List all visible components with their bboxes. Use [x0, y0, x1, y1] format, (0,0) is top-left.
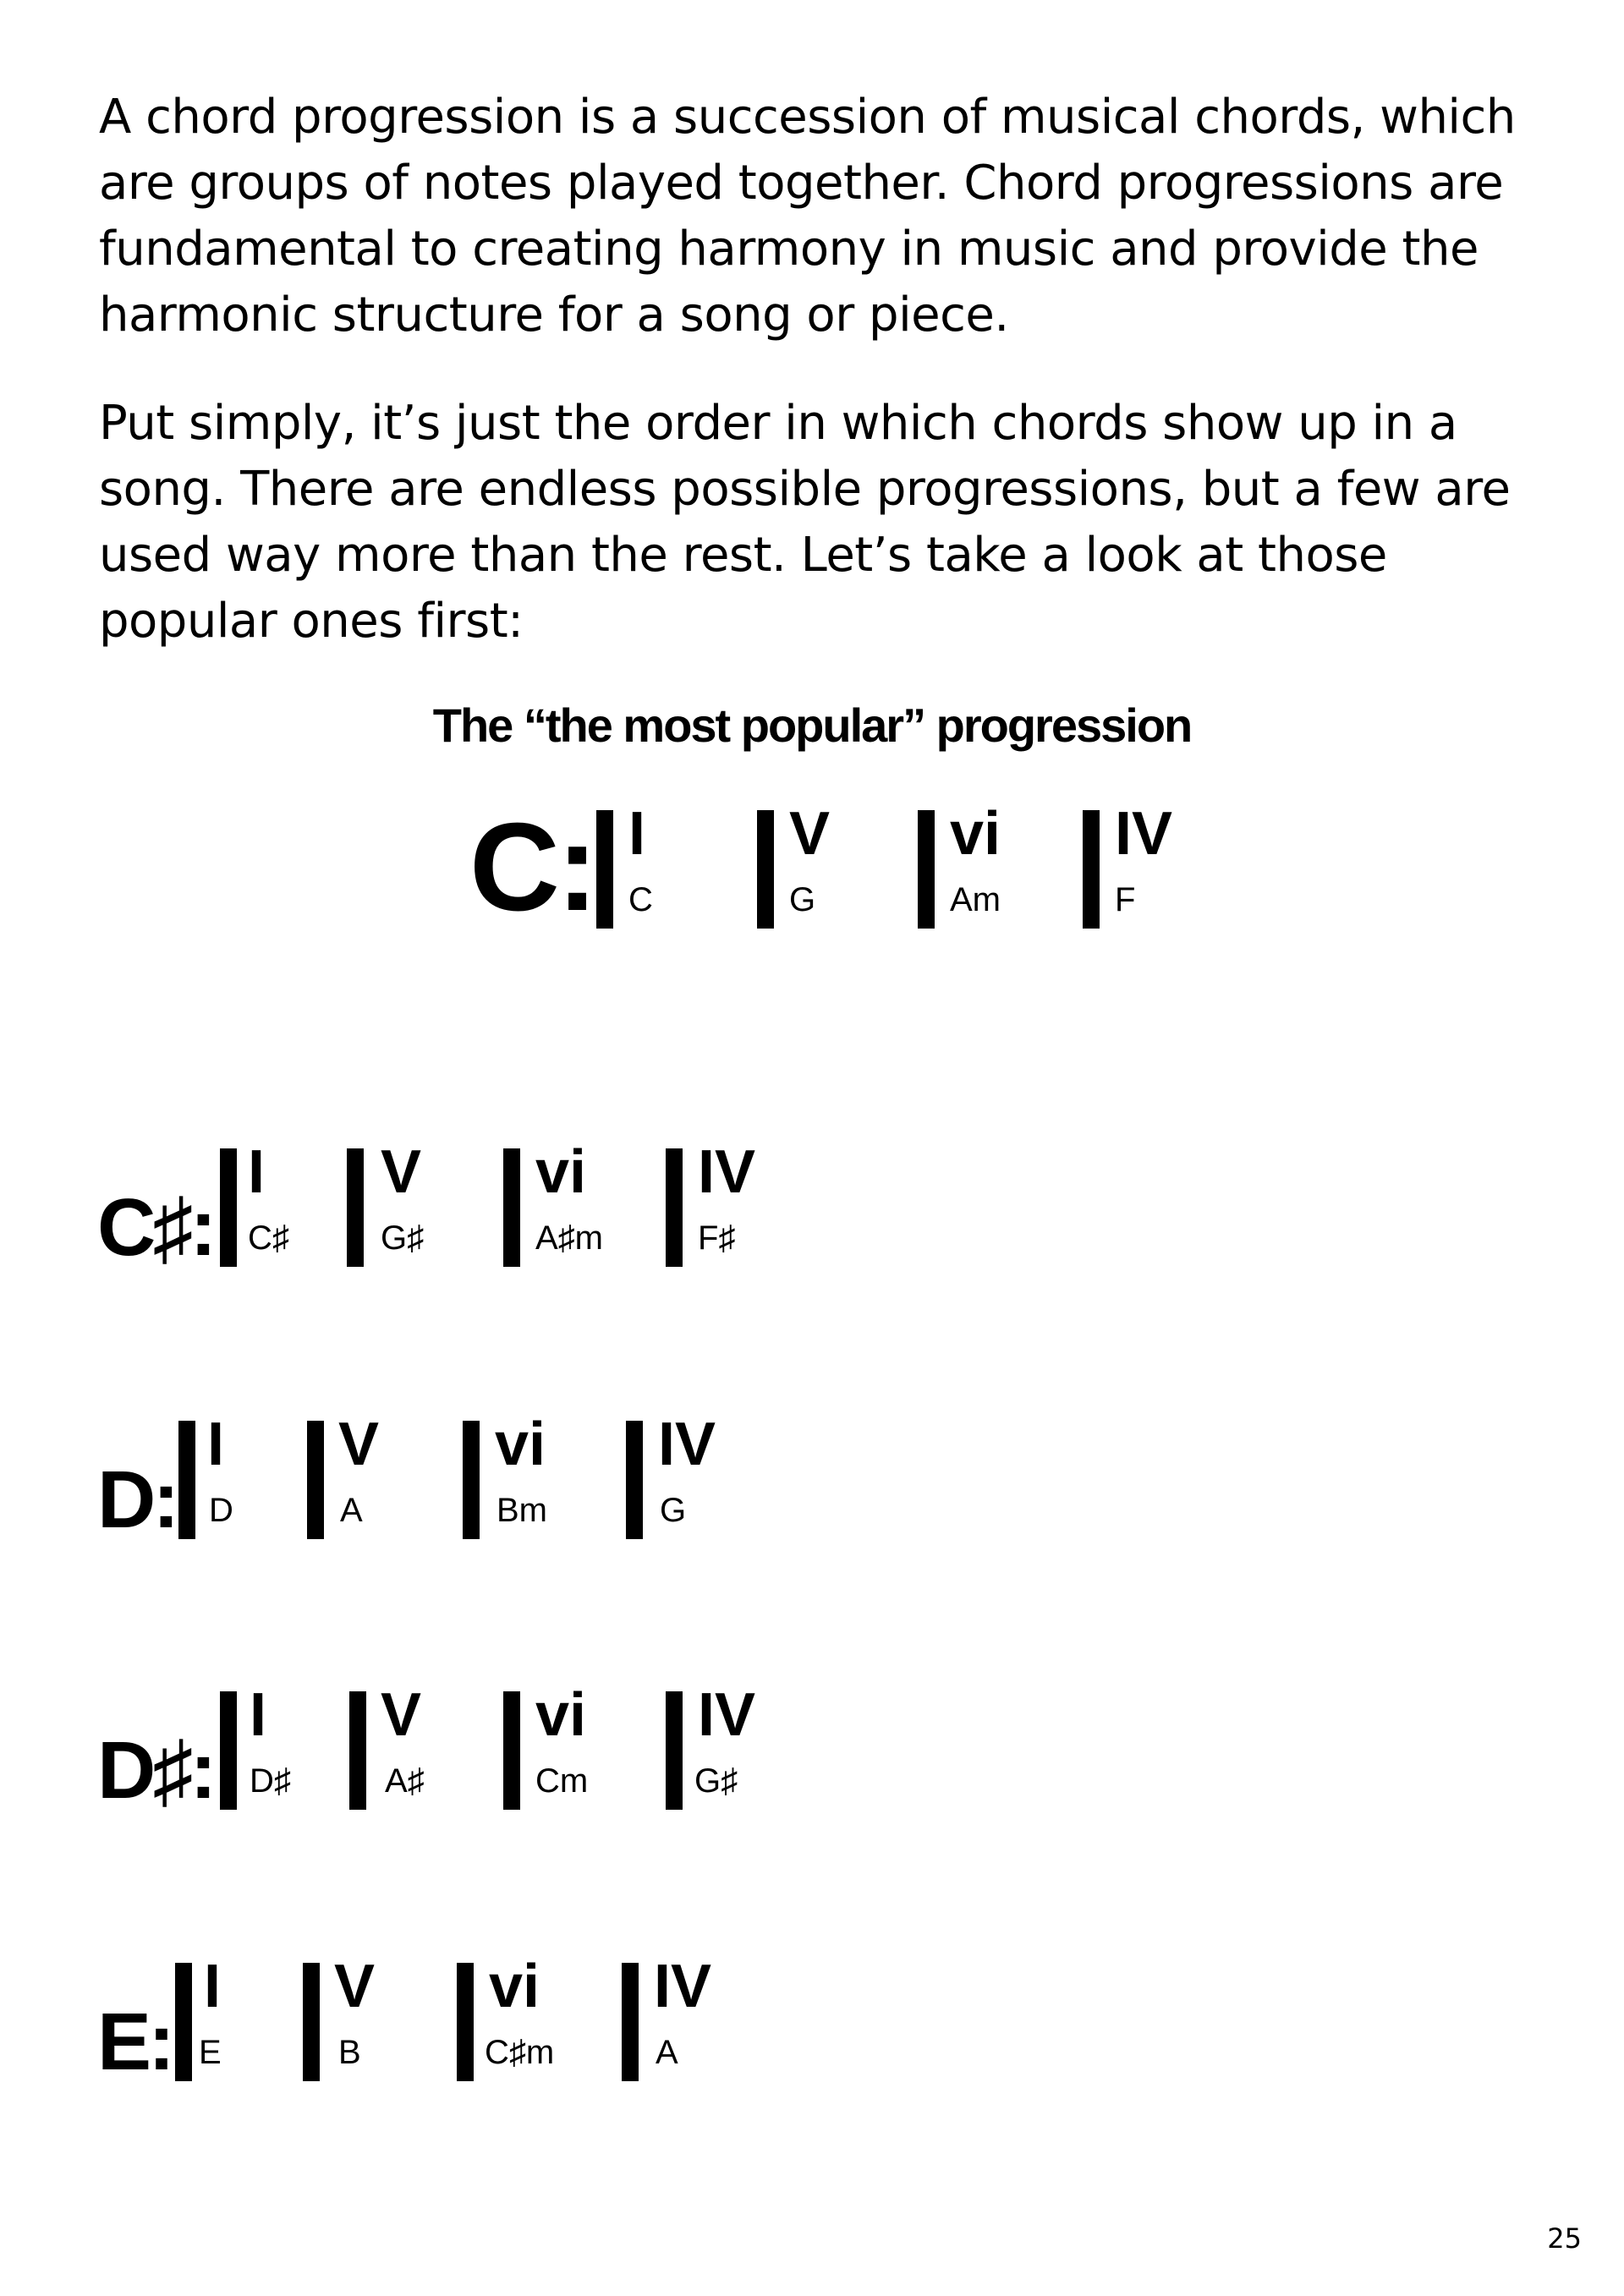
progression-key: D: — [97, 1455, 177, 1545]
progression-key: C: — [469, 797, 595, 937]
measure-bar — [463, 1421, 480, 1539]
chord-name: G — [789, 881, 816, 918]
chord-name: A — [656, 2034, 678, 2071]
roman-numeral: IV — [698, 1138, 756, 1206]
roman-numeral: IV — [654, 1953, 712, 2020]
roman-numeral: V — [338, 1411, 380, 1478]
intro-paragraph: A chord progression is a succession of musical chords, which are groups of notes played together. Chord progressions are fundamental to creating harmony in music and provide the harmonic structure for a song or piece. — [99, 90, 1516, 342]
measure-bar — [347, 1148, 364, 1267]
roman-numeral: V — [789, 800, 831, 868]
measure-bar — [178, 1421, 195, 1539]
chord-name: G — [660, 1492, 687, 1529]
page-number: 25 — [1547, 2222, 1582, 2255]
measure-bar — [1083, 810, 1100, 929]
roman-numeral: vi — [535, 1681, 587, 1749]
chord-name: C♯m — [485, 2034, 555, 2071]
progression-key: D♯: — [97, 1725, 214, 1816]
measure-bar — [596, 810, 613, 929]
progression-d — [97, 1411, 859, 1545]
roman-numeral: vi — [950, 800, 1001, 868]
chord-name: G♯ — [694, 1762, 738, 1800]
roman-numeral: V — [381, 1681, 422, 1749]
progression-key: C♯: — [97, 1182, 214, 1273]
measure-bar — [757, 810, 774, 929]
progression-d-sharp — [97, 1681, 859, 1816]
chord-name: D — [209, 1492, 233, 1529]
chord-name: Am — [950, 881, 1001, 918]
progression-c-sharp — [97, 1138, 859, 1273]
roman-numeral: IV — [698, 1681, 756, 1749]
measure-bar — [307, 1421, 324, 1539]
measure-bar — [503, 1148, 520, 1267]
chord-name: A♯m — [535, 1219, 603, 1257]
roman-numeral: I — [250, 1681, 267, 1749]
measure-bar — [457, 1963, 474, 2081]
progression-e — [97, 1953, 859, 2087]
roman-numeral: V — [334, 1953, 376, 2020]
measure-bar — [303, 1963, 320, 2081]
roman-numeral: IV — [658, 1411, 716, 1478]
measure-bar — [918, 810, 935, 929]
chord-name: Cm — [535, 1762, 589, 1800]
roman-numeral: I — [248, 1138, 266, 1206]
measure-bar — [503, 1691, 520, 1810]
measure-bar — [349, 1691, 366, 1810]
roman-numeral: IV — [1115, 800, 1173, 868]
chord-name: B — [338, 2034, 361, 2071]
progression-c — [469, 797, 1231, 937]
chord-name: Bm — [497, 1492, 547, 1529]
progression-key: E: — [97, 1997, 172, 2087]
measure-bar — [626, 1421, 643, 1539]
chord-name: A — [340, 1492, 363, 1529]
roman-numeral: V — [381, 1138, 422, 1206]
roman-numeral: vi — [495, 1411, 546, 1478]
chord-name: E — [199, 2034, 222, 2071]
measure-bar — [622, 1963, 639, 2081]
chord-name: F♯ — [698, 1219, 736, 1257]
chord-name: A♯ — [385, 1762, 425, 1800]
measure-bar — [666, 1148, 683, 1267]
chord-name: G♯ — [381, 1219, 425, 1257]
roman-numeral: vi — [535, 1138, 587, 1206]
chord-name: F — [1115, 881, 1136, 918]
measure-bar — [220, 1691, 237, 1810]
roman-numeral: I — [628, 800, 646, 868]
roman-numeral: I — [207, 1411, 225, 1478]
measure-bar — [666, 1691, 683, 1810]
measure-bar — [175, 1963, 192, 2081]
chord-name: D♯ — [250, 1762, 291, 1800]
section-title: The “the most popular” progression — [432, 699, 1192, 752]
roman-numeral: I — [204, 1953, 222, 2020]
explanation-paragraph: Put simply, it’s just the order in which chords show up in a song. There are endless possible progressions, but a few are used way more than the rest. Let’s take a look at those popular ones first: — [99, 396, 1511, 649]
measure-bar — [220, 1148, 237, 1267]
chord-name: C — [628, 881, 653, 918]
roman-numeral: vi — [489, 1953, 540, 2020]
chord-name: C♯ — [248, 1219, 289, 1257]
